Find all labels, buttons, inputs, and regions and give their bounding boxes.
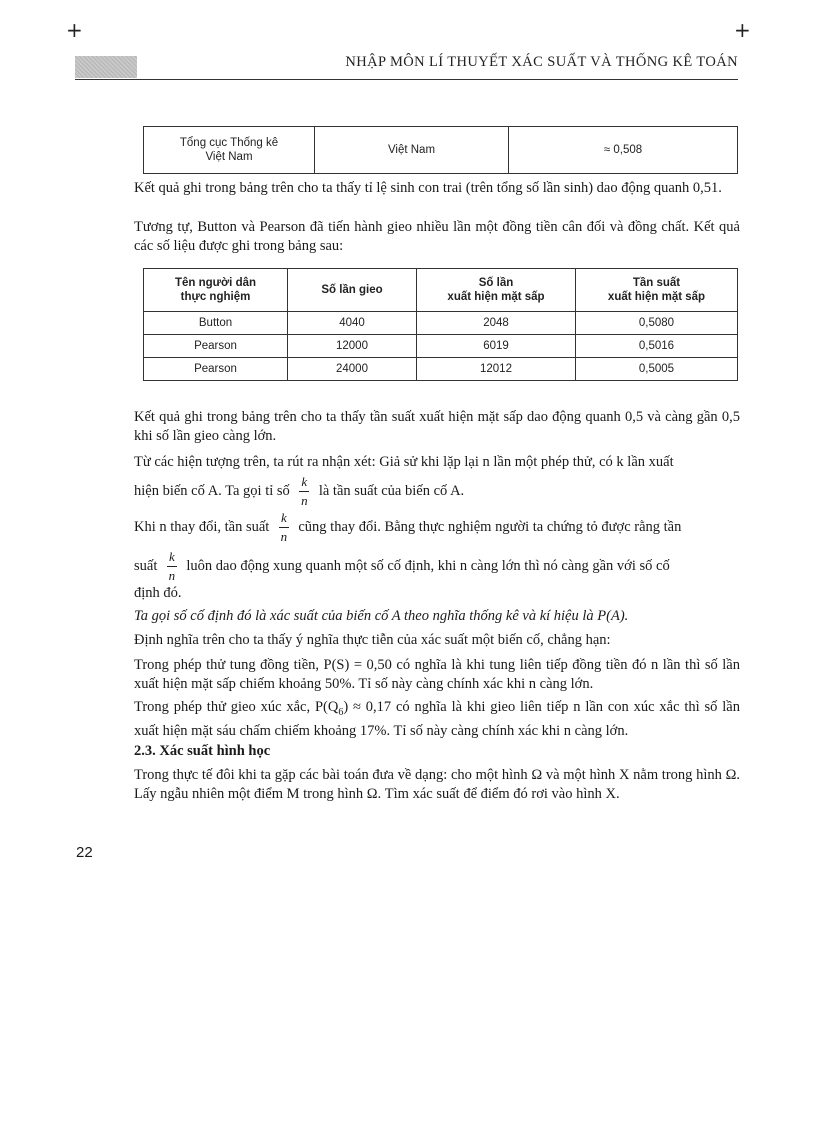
column-header: Tần suất xuất hiện mặt sấp — [576, 269, 738, 312]
definition-statement: Ta gọi số cố định đó là xác suất của biến cố A theo nghĩa thống kê và kí hiệu là P(A). — [134, 608, 629, 624]
table-row — [144, 312, 738, 335]
paragraph: Kết quả ghi trong bảng trên cho ta thấy tỉ lệ sinh con trai (trên tổng số lần sinh) dao động quanh 0,51. — [134, 180, 722, 196]
text-fragment: cũng thay đổi. Bằng thực nghiệm người ta chứng tỏ được rằng tần — [298, 518, 682, 535]
table-cell: Tổng cục Thống kê Việt Nam — [144, 127, 315, 174]
table-cell: 2048 — [417, 312, 576, 335]
fraction-denominator: n — [301, 493, 308, 508]
table-row — [144, 358, 738, 381]
table-cell: 12000 — [288, 335, 417, 358]
paragraph-line: Từ các hiện tượng trên, ta rút ra nhận xét: Giả sử khi lặp lại n lần một phép thử, có k lần xuất — [134, 454, 674, 470]
table-row — [144, 335, 738, 358]
section-heading: 2.3. Xác suất hình học — [134, 743, 271, 759]
fraction-denominator: n — [168, 568, 176, 583]
fraction-numerator: k — [167, 549, 177, 567]
text-fragment: ) ≈ 0,17 có nghĩa là khi gieo liên tiếp n lần con xúc xắc thì số lần xuất hiện mặt sáu chấm chiếm khoảng 17%. Tỉ số này càng chính xác khi n càng lớn. — [134, 699, 740, 739]
table-cell: 12012 — [417, 358, 576, 381]
fraction-k-over-n — [167, 549, 177, 584]
paragraph: Định nghĩa trên cho ta thấy ý nghĩa thực tiễn của xác suất một biến cố, chẳng hạn: — [134, 632, 611, 648]
table-cell: ≈ 0,508 — [509, 127, 738, 174]
table-cell: 24000 — [288, 358, 417, 381]
paragraph-line — [134, 474, 740, 509]
table-row — [144, 127, 738, 174]
paragraph — [134, 698, 740, 741]
table-cell: Pearson — [144, 358, 288, 381]
text-fragment: Khi n thay đổi, tần suất — [134, 518, 270, 535]
paragraph: Tương tự, Button và Pearson đã tiến hành gieo nhiều lần một đồng tiền cân đối và đồng chất. Kết quả các số liệu được ghi trong bảng sau: — [134, 219, 740, 254]
table-cell: Button — [144, 312, 288, 335]
table-cell: 0,5005 — [576, 358, 738, 381]
fraction-k-over-n — [279, 510, 289, 545]
header-band — [75, 56, 137, 78]
header-rule — [75, 79, 738, 80]
table-cell: 0,5016 — [576, 335, 738, 358]
paragraph — [134, 549, 740, 603]
paragraph: Trong thực tế đôi khi ta gặp các bài toán đưa về dạng: cho một hình Ω và một hình X nằm trong hình Ω. Lấy ngẫu nhiên một điểm M trong hình Ω. Tìm xác suất để điểm đó rơi vào hình X. — [134, 767, 740, 802]
paragraph-line: định đó. — [134, 585, 182, 601]
fraction-k-over-n — [299, 474, 309, 509]
table-cell: 4040 — [288, 312, 417, 335]
table-header-row — [144, 269, 738, 312]
text-fragment: suất — [134, 557, 158, 574]
table-cell: 0,5080 — [576, 312, 738, 335]
text-fragment: Trong phép thử gieo xúc xắc, P(Q — [134, 699, 339, 715]
table-cell: Pearson — [144, 335, 288, 358]
paragraph-line — [134, 549, 740, 584]
coin-toss-table — [143, 268, 738, 381]
text-fragment: là tần suất của biến cố A. — [318, 482, 465, 499]
page-number: 22 — [76, 844, 93, 861]
fraction-numerator: k — [299, 474, 309, 492]
table-cell: 6019 — [417, 335, 576, 358]
running-header-title: NHẬP MÔN LÍ THUYẾT XÁC SUẤT VÀ THỐNG KÊ TOÁN — [345, 54, 738, 70]
paragraph — [134, 510, 740, 545]
column-header: Tên người dân thực nghiệm — [144, 269, 288, 312]
fraction-numerator: k — [279, 510, 289, 528]
text-fragment: luôn dao động xung quanh một số cố định, khi n càng lớn thì nó càng gần với số cố — [186, 557, 670, 574]
fraction-denominator: n — [280, 529, 288, 544]
crop-mark-left: + — [66, 18, 83, 42]
table-cell: Việt Nam — [315, 127, 509, 174]
paragraph: Trong phép thử tung đồng tiền, P(S) = 0,50 có nghĩa là khi tung liên tiếp đồng tiền đó n lần thì số lần xuất hiện mặt sấp chiếm khoảng 50%. Tỉ số này càng chính xác khi n càng lớn. — [134, 657, 740, 692]
crop-mark-right: + — [734, 18, 751, 42]
column-header: Số lần gieo — [288, 269, 417, 312]
paragraph: Kết quả ghi trong bảng trên cho ta thấy tần suất xuất hiện mặt sấp dao động quanh 0,5 và càng gần 0,5 khi số lần gieo càng lớn. — [134, 409, 740, 444]
subscript: 6 — [338, 706, 344, 718]
text-fragment: hiện biến cố A. Ta gọi tỉ số — [134, 482, 290, 499]
paragraph-frequency-definition — [134, 453, 740, 509]
column-header: Số lần xuất hiện mặt sấp — [417, 269, 576, 312]
birth-ratio-table — [143, 126, 738, 174]
